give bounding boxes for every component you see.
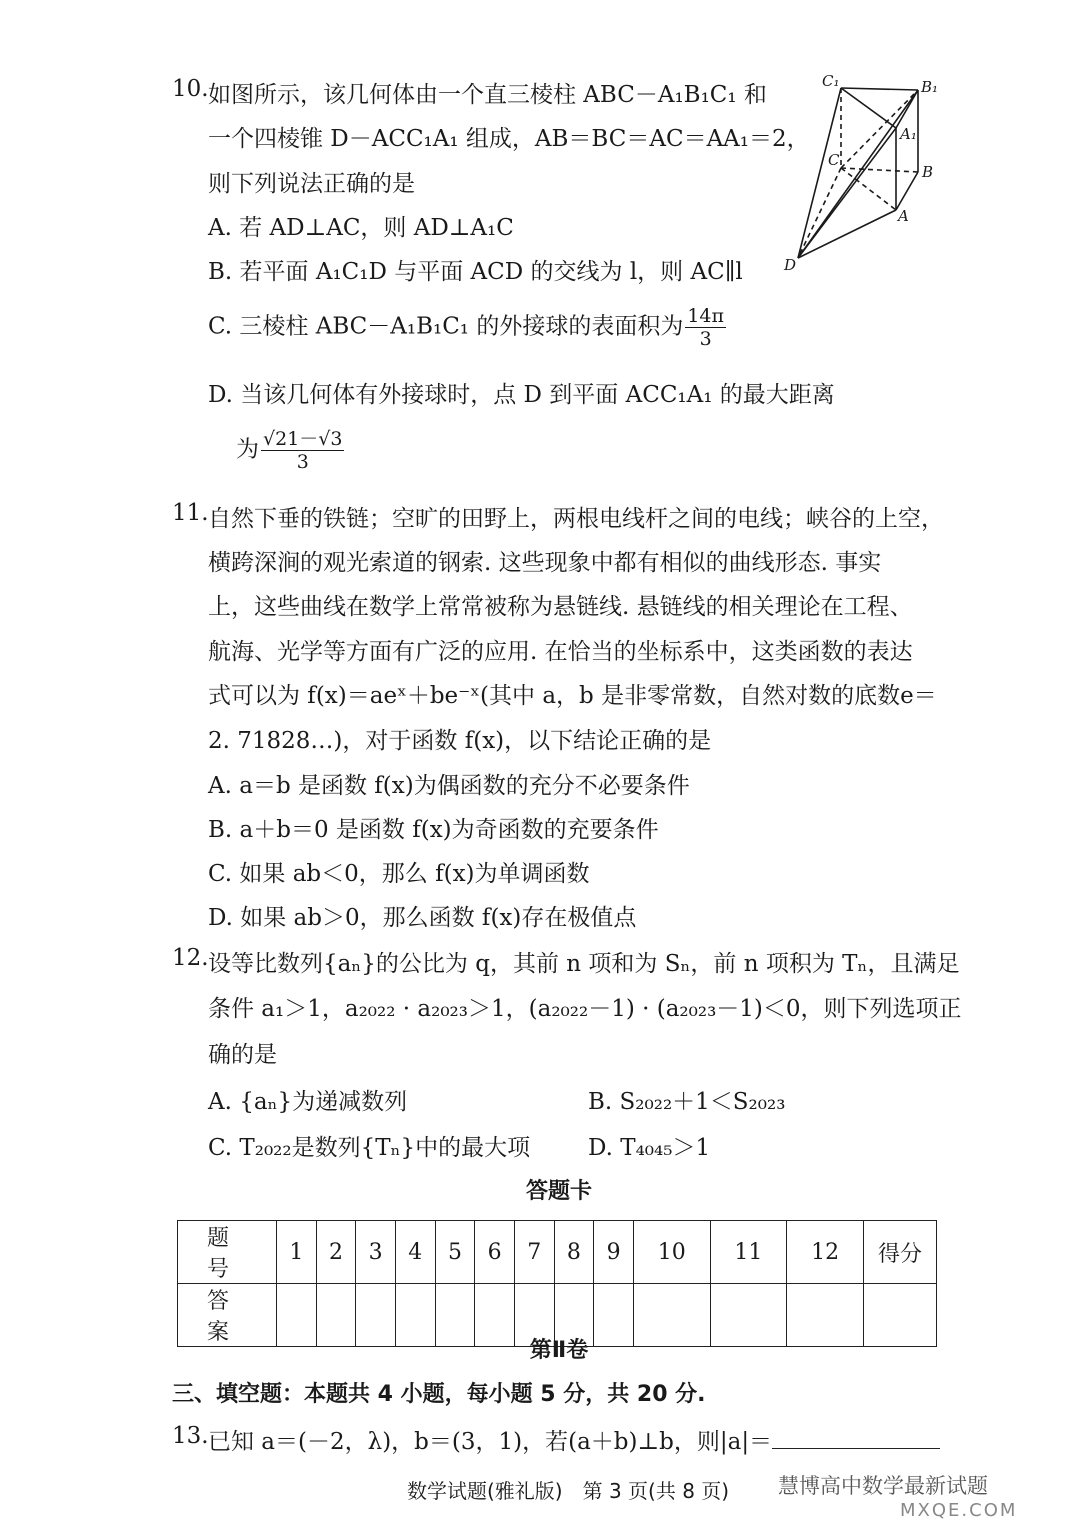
part-2-title: 第Ⅱ卷 — [529, 1338, 589, 1363]
option-d: D. 当该几何体有外接球时，点 D 到平面 ACC₁A₁ 的最大距离 — [208, 382, 835, 408]
vertex-label: C₁ — [822, 72, 840, 90]
question-text-line: 横跨深涧的观光索道的钢索. 这些现象中都有相似的曲线形态. 事实 — [208, 550, 882, 576]
denominator: 3 — [296, 451, 309, 473]
question-text-line: 自然下垂的铁链；空旷的田野上，两根电线杆之间的电线；峡谷的上空， — [208, 506, 944, 532]
fraction — [261, 428, 344, 473]
option-a: A. 若 AD⊥AC，则 AD⊥A₁C — [208, 215, 514, 241]
question-text-line: 设等比数列{aₙ}的公比为 q，其前 n 项和为 Sₙ，前 n 项积为 Tₙ，且满足 — [208, 951, 960, 977]
column-header: 3 — [356, 1221, 396, 1284]
denominator: 3 — [699, 328, 712, 350]
vertex-label: B₁ — [921, 78, 939, 96]
option-c: C. T₂₀₂₂是数列{Tₙ}中的最大项 — [208, 1135, 531, 1161]
question-number: 13. — [172, 1423, 209, 1449]
option-b: B. 若平面 A₁C₁D 与平面 ACD 的交线为 l，则 AC∥l — [208, 259, 743, 285]
question-text-line: 则下列说法正确的是 — [208, 171, 415, 197]
column-header: 得分 — [864, 1221, 937, 1284]
question-text-line: 确的是 — [208, 1042, 277, 1068]
watermark: 慧博高中数学最新试题 — [778, 1474, 988, 1498]
question-text-line: 航海、光学等方面有广泛的应用. 在恰当的坐标系中，这类函数的表达 — [208, 639, 913, 665]
vertex-label: D — [784, 256, 797, 274]
column-header: 10 — [633, 1221, 710, 1284]
page-footer: 数学试题(雅礼版) 第 3 页(共 8 页) — [407, 1479, 730, 1503]
option-b: B. a＋b＝0 是函数 f(x)为奇函数的充要条件 — [208, 817, 659, 843]
geometry-figure — [776, 68, 946, 274]
column-header: 12 — [787, 1221, 864, 1284]
column-header: 9 — [594, 1221, 634, 1284]
option-a: A. a＝b 是函数 f(x)为偶函数的充分不必要条件 — [208, 773, 690, 799]
answer-blank[interactable] — [772, 1428, 940, 1449]
column-header: 5 — [435, 1221, 475, 1284]
column-header: 11 — [710, 1221, 787, 1284]
option-d: D. 如果 ab＞0，那么函数 f(x)存在极值点 — [208, 905, 637, 931]
fraction — [685, 305, 726, 350]
answer-card-table — [177, 1220, 937, 1347]
answer-card-title: 答题卡 — [525, 1179, 592, 1204]
column-header: 7 — [514, 1221, 554, 1284]
watermark-site: MXQE.COM — [900, 1500, 1018, 1521]
question-text-line: 上，这些曲线在数学上常常被称为悬链线. 悬链线的相关理论在工程、 — [208, 594, 913, 620]
column-header: 4 — [395, 1221, 435, 1284]
question-text — [208, 1423, 940, 1456]
vertex-label: A₁ — [900, 125, 917, 143]
option-d-text: 为 — [236, 436, 259, 463]
option-c-text: C. 三棱柱 ABC－A₁B₁C₁ 的外接球的表面积为 — [208, 313, 684, 340]
option-b: B. S₂₀₂₂＋1＜S₂₀₂₃ — [588, 1089, 786, 1115]
question-text-line: 一个四棱锥 D－ACC₁A₁ 组成，AB＝BC＝AC＝AA₁＝2， — [208, 126, 810, 152]
section-title: 三、填空题：本题共 4 小题，每小题 5 分，共 20 分. — [172, 1382, 706, 1407]
column-header: 1 — [277, 1221, 317, 1284]
numerator: √21－√3 — [263, 428, 343, 450]
row-header: 答 案 — [178, 1284, 277, 1347]
row-header: 题 号 — [178, 1221, 277, 1284]
vertex-label: A — [898, 207, 909, 225]
option-a: A. {aₙ}为递减数列 — [208, 1089, 408, 1115]
column-header: 2 — [316, 1221, 356, 1284]
question-number: 11. — [172, 500, 209, 526]
option-d: D. T₄₀₄₅＞1 — [588, 1135, 711, 1161]
question-number: 10. — [172, 76, 209, 102]
question-number: 12. — [172, 945, 209, 971]
vertex-label: C — [828, 151, 840, 169]
option-c — [208, 305, 728, 350]
question-text-content: 已知 a＝(－2，λ)，b＝(3，1)，若(a＋b)⊥b，则|a|＝ — [208, 1429, 773, 1455]
question-text-line: 2. 71828…)，对于函数 f(x)，以下结论正确的是 — [208, 728, 712, 754]
question-text-line: 式可以为 f(x)＝aeˣ＋be⁻ˣ(其中 a，b 是非零常数，自然对数的底数e＝ — [208, 683, 937, 709]
vertex-label: B — [922, 163, 934, 181]
question-text-line: 如图所示，该几何体由一个直三棱柱 ABC－A₁B₁C₁ 和 — [208, 82, 767, 108]
column-header: 6 — [475, 1221, 515, 1284]
column-header: 8 — [554, 1221, 594, 1284]
question-text-line: 条件 a₁＞1，a₂₀₂₂ · a₂₀₂₃＞1，(a₂₀₂₂－1) · (a₂₀₂₃－1)＜0，则下列选项正 — [208, 996, 962, 1022]
option-c: C. 如果 ab＜0，那么 f(x)为单调函数 — [208, 861, 590, 887]
numerator: 14π — [687, 305, 725, 327]
answer-card-header-row — [178, 1221, 937, 1284]
option-d-continued — [236, 428, 346, 473]
